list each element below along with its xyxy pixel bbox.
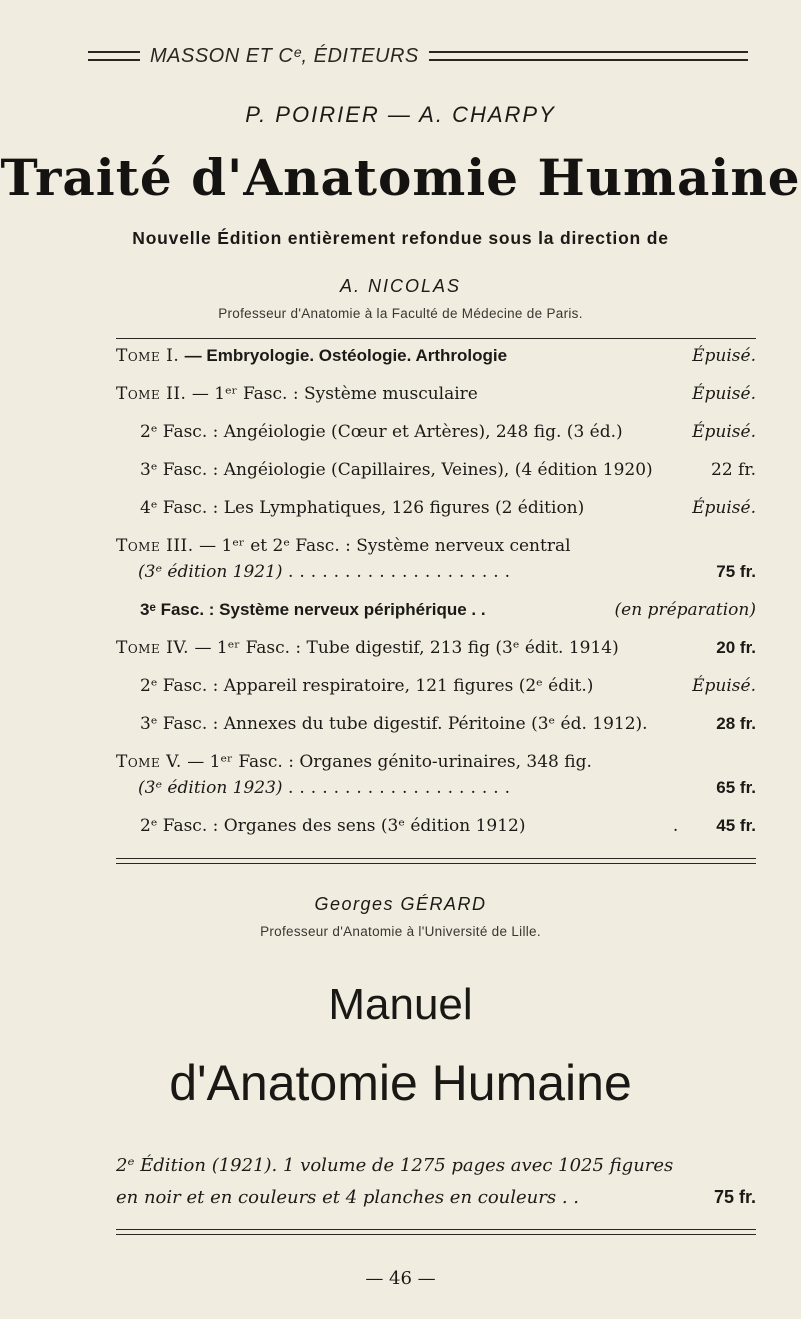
fasc-text: 3ᵉ Fasc. : Angéiologie (Capillaires, Veines), (4 édition 1920) — [140, 460, 653, 480]
author2-name: Georges GÉRARD — [314, 894, 487, 914]
price: 75 fr. — [716, 562, 756, 581]
status: Épuisé. — [692, 676, 756, 696]
leader-dots: . — [672, 816, 679, 836]
fasc-text: 3ᵉ Fasc. : Système nerveux périphérique . . — [140, 600, 486, 619]
price: 75 fr. — [713, 1187, 756, 1207]
fasc-text: 2ᵉ Fasc. : Angéiologie (Cœur et Artères), 248 fig. (3 éd.) — [140, 422, 623, 442]
page-number: — 46 — — [365, 1268, 436, 1289]
catalogue-line-tome4-fasc3 — [140, 714, 756, 742]
catalogue-line-tome3-fasc3 — [140, 600, 756, 628]
edition-text: (3ᵉ édition 1923) — [138, 778, 283, 798]
tome-text: — 1ᵉʳ Fasc. : Tube digestif, 213 fig (3ᵉ édit. 1914) — [194, 638, 619, 658]
director-affiliation: Professeur d'Anatomie à la Faculté de Médecine de Paris. — [218, 306, 583, 321]
catalogue-line-tome3-edition — [138, 562, 756, 590]
price: 28 fr. — [716, 714, 756, 733]
authors: P. POIRIER — A. CHARPY — [245, 102, 556, 127]
catalogue-line-tome2 — [116, 384, 756, 412]
tome-label: Tome IV. — [116, 638, 190, 658]
price: 20 fr. — [716, 638, 756, 657]
status: Épuisé. — [692, 346, 756, 366]
section-divider — [116, 858, 756, 859]
status: Épuisé. — [692, 422, 756, 442]
header-rule-left — [88, 51, 140, 61]
header-rule-right — [429, 51, 748, 61]
fasc-text: 3ᵉ Fasc. : Annexes du tube digestif. Péritoine (3ᵉ éd. 1912). — [140, 714, 648, 734]
tome-text: — 1ᵉʳ Fasc. : Organes génito-urinaires, 348 fig. — [187, 752, 592, 772]
bottom-divider-thin — [116, 1234, 756, 1235]
leader-dots: .................... — [287, 562, 517, 582]
catalogue-line-tome2-fasc4 — [140, 498, 756, 526]
catalogue-line-tome4 — [116, 638, 756, 666]
edition-description-1: 2ᵉ Édition (1921). 1 volume de 1275 pages avec 1025 figures — [116, 1155, 674, 1176]
publisher-header — [88, 44, 748, 68]
book-title-manuel: Manuel — [328, 980, 473, 1029]
section-divider-thin — [116, 863, 756, 864]
catalogue-line-tome5 — [116, 752, 756, 780]
edition-description-2: en noir et en couleurs et 4 planches en couleurs . . — [116, 1187, 580, 1208]
catalogue-line-tome1 — [116, 346, 756, 374]
edition-line-2 — [116, 1187, 756, 1208]
author2-affiliation: Professeur d'Anatomie à l'Université de Lille. — [260, 924, 541, 939]
status: (en préparation) — [614, 600, 756, 620]
tome-text: — Embryologie. Ostéologie. Arthrologie — [184, 346, 508, 365]
catalogue-line-tome5-fasc2 — [140, 816, 756, 844]
tome-label: Tome III. — [116, 536, 194, 556]
price: 45 fr. — [716, 816, 756, 835]
director-name: A. NICOLAS — [339, 276, 462, 296]
leader-dots: .................... — [287, 778, 517, 798]
edition-subtitle: Nouvelle Édition entièrement refondue sous la direction de — [132, 228, 669, 248]
catalogue-line-tome3 — [116, 536, 756, 564]
fasc-text: 4ᵉ Fasc. : Les Lymphatiques, 126 figures (2 édition) — [140, 498, 585, 518]
catalogue-line-tome2-fasc2 — [140, 422, 756, 450]
book-title-anatomie-humaine: d'Anatomie Humaine — [169, 1055, 632, 1111]
book-title-traite: Traité d'Anatomie Humaine — [0, 148, 801, 207]
price: 22 fr. — [711, 460, 756, 480]
price: 65 fr. — [716, 778, 756, 797]
catalogue-line-tome2-fasc3 — [140, 460, 756, 488]
fasc-text: 2ᵉ Fasc. : Appareil respiratoire, 121 figures (2ᵉ édit.) — [140, 676, 594, 696]
catalogue-line-tome4-fasc2 — [140, 676, 756, 704]
edition-line-1 — [116, 1155, 756, 1176]
tome-text: — 1ᵉʳ Fasc. : Système musculaire — [191, 384, 478, 404]
status: Épuisé. — [692, 498, 756, 518]
catalogue-line-tome5-edition — [138, 778, 756, 806]
bottom-divider — [116, 1229, 756, 1230]
tome-label: Tome II. — [116, 384, 187, 404]
divider — [116, 338, 756, 339]
fasc-text: 2ᵉ Fasc. : Organes des sens (3ᵉ édition 1912) — [140, 816, 526, 836]
tome-label: Tome V. — [116, 752, 182, 772]
status: Épuisé. — [692, 384, 756, 404]
publisher-name: MASSON ET Cᵉ, ÉDITEURS — [150, 44, 419, 67]
tome-text: — 1ᵉʳ et 2ᵉ Fasc. : Système nerveux central — [199, 536, 571, 556]
edition-text: (3ᵉ édition 1921) — [138, 562, 283, 582]
tome-label: Tome I. — [116, 346, 180, 366]
